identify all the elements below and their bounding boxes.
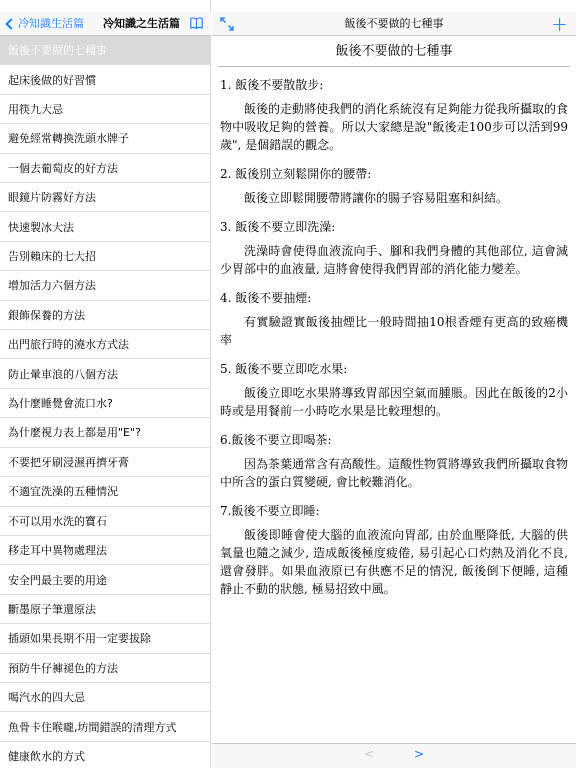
- next-page-button[interactable]: >: [414, 747, 425, 761]
- book-icon[interactable]: [190, 17, 203, 29]
- left-nav-bar: [0, 12, 211, 36]
- topic-list-item[interactable]: 安全門最主要的用途: [0, 565, 211, 594]
- add-button[interactable]: +: [551, 12, 568, 36]
- topic-list-item[interactable]: 告別賴床的七大招: [0, 242, 211, 271]
- topic-list-item[interactable]: 魚骨卡住喉嚨,坊間錯誤的清理方式: [0, 712, 211, 741]
- article-section: [220, 431, 568, 491]
- section-body: 因為茶葉通常含有高酸性。這酸性物質將導致我們所攝取食物中所含的蛋白質變硬, 會比較難消化。: [220, 457, 569, 489]
- article-section: [220, 76, 568, 154]
- previous-page-button[interactable]: <: [364, 747, 375, 761]
- topic-list-item[interactable]: 為什麼睡覺會流口水?: [0, 389, 211, 418]
- section-title: 4. 飯後不要抽煙:: [220, 291, 312, 305]
- back-button[interactable]: [4, 15, 84, 33]
- topic-list-item[interactable]: 增加活力六個方法: [0, 271, 211, 300]
- topic-list-item[interactable]: 不要把牙刷浸濕再擠牙膏: [0, 448, 211, 477]
- right-nav-bar: [212, 12, 576, 36]
- bottom-toolbar: [212, 743, 576, 768]
- topic-list-item[interactable]: 喝汽水的四大忌: [0, 683, 211, 712]
- article-heading: 飯後不要做的七種事: [218, 37, 570, 67]
- topic-list-pane: [0, 0, 211, 768]
- section-body: 飯後的走動將使我們的消化系統沒有足夠能力從我所攝取的食物中吸收足夠的營養。所以大家總是說"飯後走100步可以活到99歲", 是個錯誤的觀念。: [220, 102, 569, 152]
- article-detail-pane: [212, 0, 576, 768]
- topic-list-item[interactable]: 避免經常轉換洗頭水牌子: [0, 124, 211, 153]
- topic-list-item[interactable]: 銀飾保養的方法: [0, 301, 211, 330]
- section-body: 飯後立即吃水果將導致胃部因空氣而腫脹。因此在飯後的2小時或是用餐前一小時吃水果是比較理想的。: [220, 386, 568, 418]
- article-section: [220, 502, 568, 598]
- topic-list-item[interactable]: 快速製冰大法: [0, 212, 211, 241]
- section-body: 洗澡時會使得血液流向手、腳和我們身體的其他部位, 這會減少胃部中的血液量, 這將會使得我們胃部的消化能力變差。: [220, 244, 568, 276]
- chevron-left-icon: [5, 18, 16, 29]
- topic-list-item[interactable]: 飯後不要做的七種事: [0, 36, 211, 65]
- topic-list-item[interactable]: 為什麼視力表上都是用"E"?: [0, 418, 211, 447]
- topic-list-item[interactable]: 一個去葡萄皮的好方法: [0, 154, 211, 183]
- section-title: 7.飯後不要立即睡:: [220, 504, 320, 518]
- article-section: [220, 360, 568, 420]
- section-body: 飯後立即鬆開腰帶將讓你的腸子容易阻塞和糾結。: [244, 191, 509, 205]
- topic-list-item[interactable]: 插頭如果長期不用一定要拔除: [0, 624, 211, 653]
- back-button-label: 冷知識生活篇: [18, 17, 84, 30]
- section-title: 2. 飯後別立刻鬆開你的腰帶:: [220, 167, 372, 181]
- article-section: [220, 218, 568, 278]
- article-sections: [220, 76, 568, 598]
- article-section: [220, 165, 568, 207]
- topic-list-item[interactable]: 斷墨原子筆還原法: [0, 595, 211, 624]
- topic-list-item[interactable]: 不可以用水洗的寶石: [0, 507, 211, 536]
- left-nav-title: 冷知識之生活篇: [103, 17, 180, 30]
- topic-list-item[interactable]: 眼鏡片防霧好方法: [0, 183, 211, 212]
- article-content: [212, 37, 576, 743]
- section-body: 有實驗證實飯後抽煙比一般時間抽10根香煙有更高的致癌機率: [220, 315, 568, 347]
- topic-list-item[interactable]: 用筷九大忌: [0, 95, 211, 124]
- section-title: 1. 飯後不要散散步:: [220, 78, 324, 92]
- section-body: 飯後即睡會使大腦的血液流向胃部, 由於血壓降低, 大腦的供氧量也隨之減少, 造成飯後極度疲倦, 易引起心口灼熱及消化不良, 還會發胖。如果血液原已有供應不足的情況, 飯後倒下便睡, 這種靜止不動的狀態, 極易招致中風。: [220, 528, 568, 596]
- topic-list-item[interactable]: 出門旅行時的澆水方式法: [0, 330, 211, 359]
- topic-list-item[interactable]: 起床後做的好習慣: [0, 65, 211, 94]
- topic-list-item[interactable]: 不適宜洗澡的五種情況: [0, 477, 211, 506]
- topic-list-item[interactable]: 移走耳中異物處理法: [0, 536, 211, 565]
- topic-list-item[interactable]: 預防牛仔褲褪色的方法: [0, 654, 211, 683]
- section-title: 3. 飯後不要立即洗澡:: [220, 220, 336, 234]
- topic-list-item[interactable]: 健康飲水的方式: [0, 742, 211, 768]
- section-title: 5. 飯後不要立即吃水果:: [220, 362, 348, 376]
- article-section: [220, 289, 568, 349]
- topic-list-item[interactable]: 防止暈車浪的八個方法: [0, 359, 211, 388]
- section-title: 6.飯後不要立即喝茶:: [220, 433, 332, 447]
- detail-title: 飯後不要做的七種事: [344, 17, 444, 30]
- topic-list: [0, 36, 211, 768]
